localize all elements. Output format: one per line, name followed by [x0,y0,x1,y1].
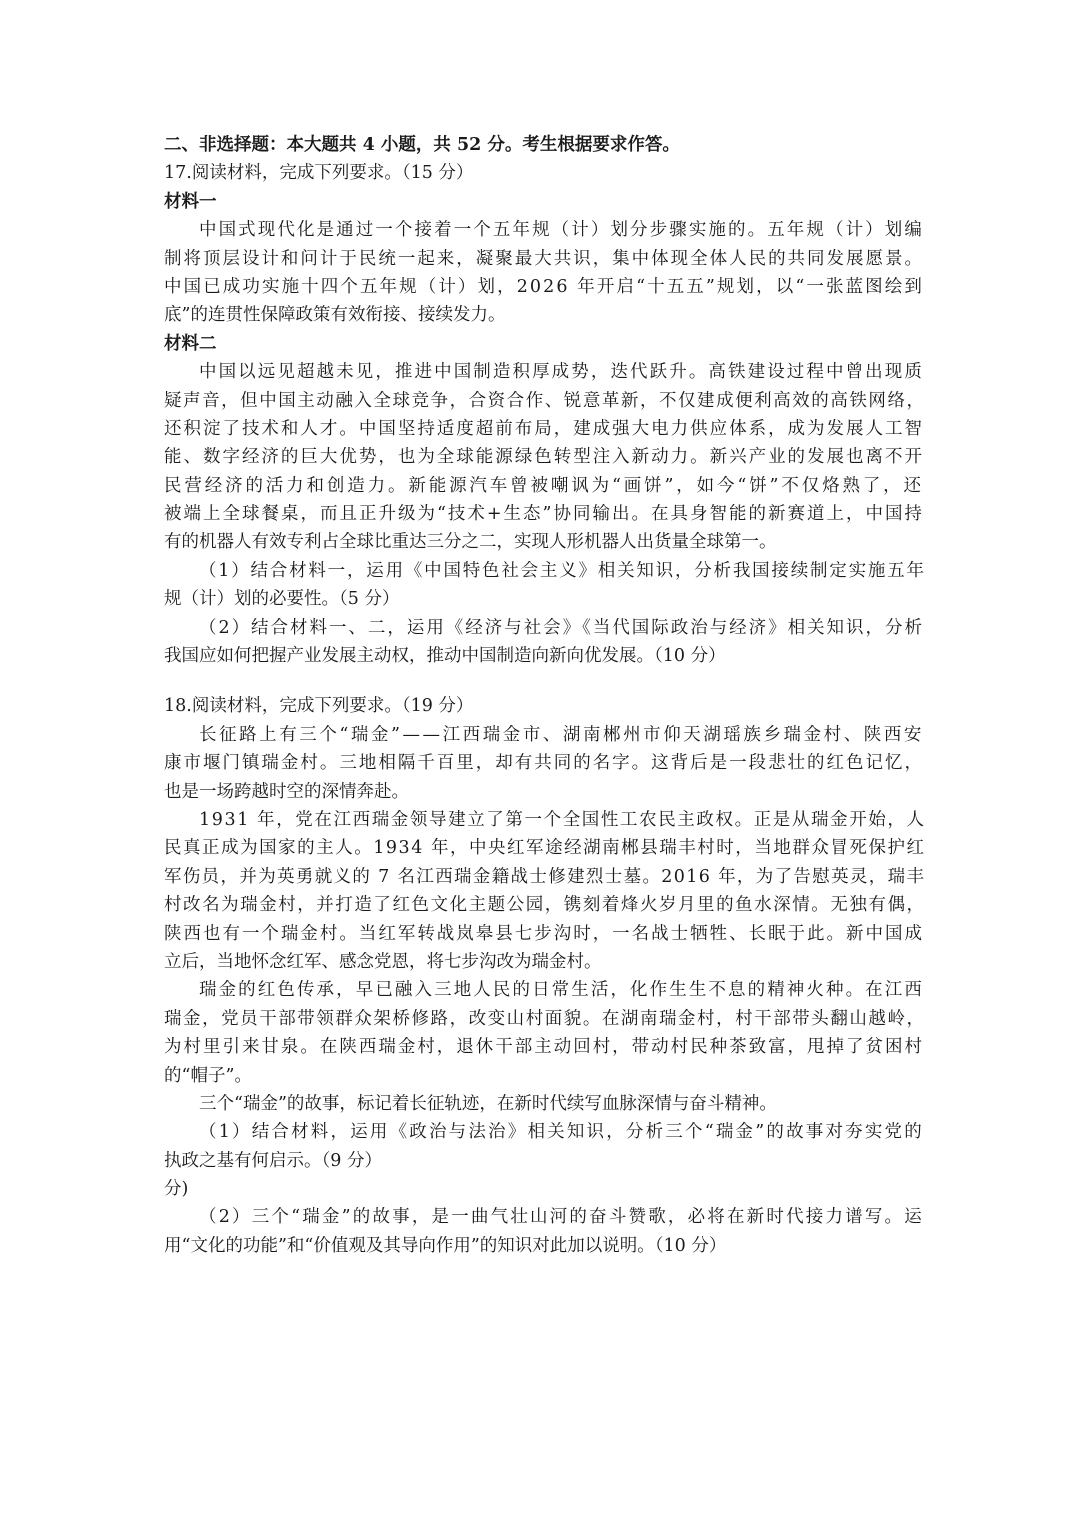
q17-m1-line3: 中国已成功实施十四个五年规（计）划，2026 年开启“十五五”规划，以“一张蓝图绘到 [164,276,924,297]
q18-p1-line3: 也是一场跨越时空的深情奔赴。 [164,781,409,802]
q17-title: 17.阅读材料，完成下列要求。（15 分） [164,163,474,184]
q17-m2-line1: 中国以远见超越未见，推进中国制造积厚成势，迭代跃升。高铁建设过程中曾出现质 [199,362,924,383]
q17-m2-line6: 被端上全球餐桌，而且正升级为“技术+生态”协同输出。在具身智能的新赛道上，中国持 [164,504,924,525]
q18-sub1-line1: （1）结合材料，运用《政治与法治》相关知识，分析三个“瑞金”的故事对夯实党的 [199,1122,924,1143]
q18-p3-line2: 瑞金，党员干部带领群众架桥修路，改变山村面貌。在湖南瑞金村，村干部带头翻山越岭， [164,1008,926,1029]
q18-p1-line2: 康市堰门镇瑞金村。三地相隔千百里，却有共同的名字。这背后是一段悲壮的红色记忆， [164,753,924,774]
q18-sub1-line2: 执政之基有何启示。（9 分） [164,1150,382,1171]
q18-sub2-line1: （2）三个“瑞金”的故事，是一曲气壮山河的奋斗赞歌，必将在新时代接力谱写。运 [199,1207,924,1228]
q17-m1-line1: 中国式现代化是通过一个接着一个五年规（计）划分步骤实施的。五年规（计）划编 [199,220,924,241]
q18-p2-line3: 军伤员，并为英勇就义的 7 名江西瑞金籍战士修建烈士墓。2016 年，为了告慰英灵，瑞丰 [164,866,926,887]
q18-p3-line4: 的“帽子”。 [164,1065,252,1086]
q17-sub1-line1: （1）结合材料一，运用《中国特色社会主义》相关知识，分析我国接续制定实施五年 [199,560,926,581]
q17-material1-label: 材料一 [164,191,217,212]
q17-m1-line4: 底”的连贯性保障政策有效衔接、接续发力。 [164,305,506,326]
q17-material2-label: 材料二 [164,333,217,354]
q18-p2-line2: 民真正成为国家的主人。1934 年，中央红军途经湖南郴县瑞丰村时，当地群众冒死保护红 [164,838,926,859]
q17-m2-line5: 民营经济的活力和创造力。新能源汽车曾被嘲讽为“画饼”，如今“饼”不仅烙熟了，还 [164,475,924,496]
q18-sub2-line2: 用“文化的功能”和“价值观及其导向作用”的知识对此加以说明。（10 分） [164,1235,727,1256]
q17-sub1-line2: 规（计）划的必要性。（5 分） [164,589,400,610]
q17-m2-line4: 能、数字经济的巨大优势，也为全球能源绿色转型注入新动力。新兴产业的发展也离不开 [164,447,924,468]
q18-p1-line1: 长征路上有三个“瑞金”——江西瑞金市、湖南郴州市仰天湖瑶族乡瑞金村、陕西安 [199,724,924,745]
q17-sub2-line2: 我国应如何把握产业发展主动权，推动中国制造向新向优发展。（10 分） [164,646,726,667]
q17-m2-line7: 有的机器人有效专利占全球比重达三分之二，实现人形机器人出货量全球第一。 [164,532,777,553]
q17-m2-line2: 疑声音，但中国主动融入全球竞争，合资合作、锐意革新，不仅建成便利高效的高铁网络， [164,390,926,411]
q18-p4-line1: 三个“瑞金”的故事，标记着长征轨迹，在新时代续写血脉深情与奋斗精神。 [199,1093,777,1114]
q18-title: 18.阅读材料，完成下列要求。（19 分） [164,696,474,717]
q18-p2-line5: 陕西也有一个瑞金村。当红军转战岚皋县七步沟时，一名战士牺牲、长眠于此。新中国成 [164,923,924,944]
q18-p2-line6: 立后，当地怀念红军、感念党恩，将七步沟改为瑞金村。 [164,951,602,972]
q18-p2-line1: 1931 年，党在江西瑞金领导建立了第一个全国性工农民主政权。正是从瑞金开始，人 [199,809,926,830]
section-heading: 二、非选择题：本大题共 4 小题，共 52 分。考生根据要求作答。 [164,135,680,155]
q18-p2-line4: 村改名为瑞金村，并打造了红色文化主题公园，镌刻着烽火岁月里的鱼水深情。无独有偶， [164,895,926,916]
q18-stray-text: 分) [164,1179,189,1200]
q17-m2-line3: 还积淀了技术和人才。中国坚持适度超前布局，建成强大电力供应体系，成为发展人工智 [164,418,924,439]
q18-p3-line1: 瑞金的红色传承，早已融入三地人民的日常生活，化作生生不息的精神火种。在江西 [199,980,924,1001]
gap [164,670,924,692]
q17-sub2-line1: （2）结合材料一、二，运用《经济与社会》《当代国际政治与经济》相关知识，分析 [199,617,924,638]
text-body [164,131,924,1260]
q18-p3-line3: 为村里引来甘泉。在陕西瑞金村，退休干部主动回村，带动村民种茶致富，甩掉了贫困村 [164,1037,924,1058]
exam-page [164,131,924,1260]
q17-m1-line2: 制将顶层设计和问计于民统一起来，凝聚最大共识，集中体现全体人民的共同发展愿景。 [164,248,924,269]
